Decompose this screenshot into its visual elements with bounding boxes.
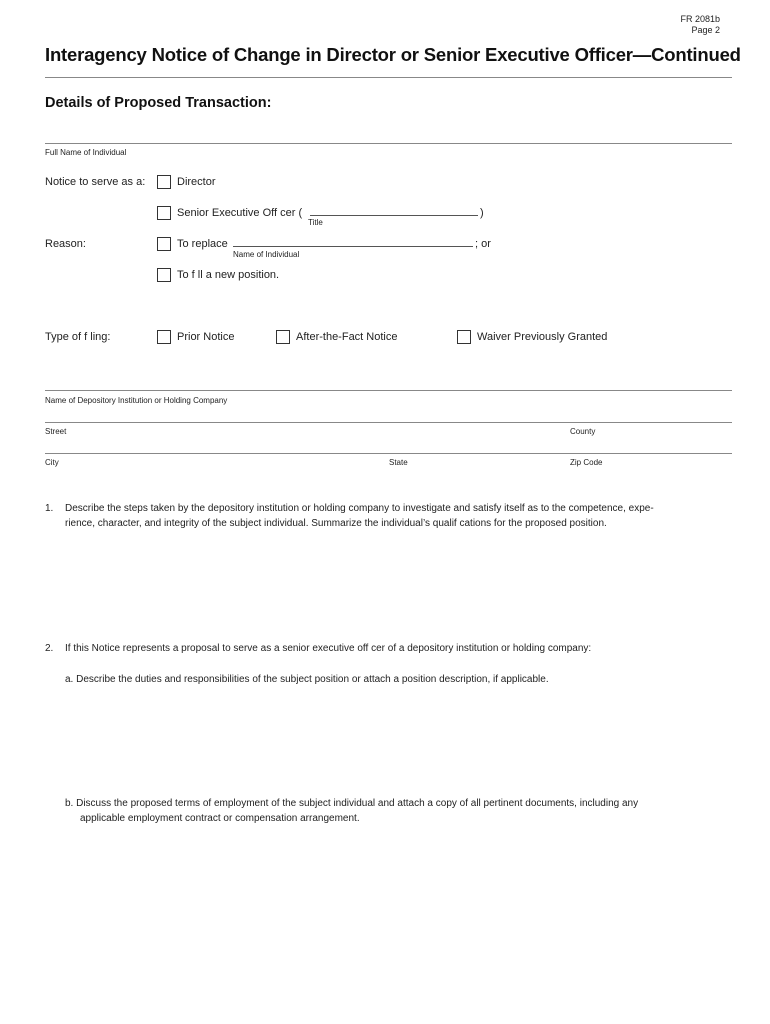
new-position-checkbox[interactable] xyxy=(157,268,171,282)
director-checkbox[interactable] xyxy=(157,175,171,189)
filing-label: Type of f ling: xyxy=(45,331,111,343)
street-label: Street xyxy=(45,427,67,436)
replace-checkbox[interactable] xyxy=(157,237,171,251)
q2-number: 2. xyxy=(45,643,54,654)
q1-line-2: rience, character, and integrity of the subject individual. Summarize the individual’s qualif cations for the proposed position. xyxy=(65,518,607,529)
full-name-label: Full Name of Individual xyxy=(45,148,127,157)
prior-notice-checkbox[interactable] xyxy=(157,330,171,344)
zip-label: Zip Code xyxy=(570,458,603,467)
waiver-checkbox[interactable] xyxy=(457,330,471,344)
seo-title-line[interactable] xyxy=(310,215,478,216)
q2-text: If this Notice represents a proposal to serve as a senior executive off cer of a depository institution or holding company: xyxy=(65,643,592,654)
seo-checkbox[interactable] xyxy=(157,206,171,220)
q2b-text xyxy=(65,796,638,826)
q1-line-1: Describe the steps taken by the depository institution or holding company to investigate and satisfy itself as to the competence, expe- xyxy=(65,503,654,514)
name-caption: Name of Individual xyxy=(233,250,300,259)
title-divider xyxy=(45,77,732,78)
seo-close-paren: ) xyxy=(480,207,484,219)
q1-number: 1. xyxy=(45,503,54,514)
institution-name-label: Name of Depository Institution or Holding Company xyxy=(45,396,228,405)
notice-label: Notice to serve as a: xyxy=(45,176,146,188)
q2b-line-1: b. Discuss the proposed terms of employment of the subject individual and attach a copy of all pertinent documents, including any xyxy=(65,798,639,809)
street-line[interactable] xyxy=(45,422,732,423)
waiver-label: Waiver Previously Granted xyxy=(477,331,608,343)
section-heading: Details of Proposed Transaction: xyxy=(45,95,272,111)
form-number-block xyxy=(680,14,720,36)
replace-suffix: ; or xyxy=(475,238,491,250)
q1-text xyxy=(65,501,735,531)
city-label: City xyxy=(45,458,59,467)
replace-name-line[interactable] xyxy=(233,246,473,247)
q2a-text: a. Describe the duties and responsibilities of the subject position or attach a position description, if applicable. xyxy=(65,674,549,685)
county-label: County xyxy=(570,427,596,436)
after-fact-label: After-the-Fact Notice xyxy=(296,331,398,343)
state-label: State xyxy=(389,458,408,467)
after-fact-checkbox[interactable] xyxy=(276,330,290,344)
director-label: Director xyxy=(177,176,216,188)
full-name-line[interactable] xyxy=(45,143,732,144)
seo-label: Senior Executive Off cer ( xyxy=(177,207,303,219)
page-title: Interagency Notice of Change in Director or Senior Executive Officer—Continued xyxy=(45,44,741,65)
page-number: Page 2 xyxy=(691,25,720,35)
prior-notice-label: Prior Notice xyxy=(177,331,235,343)
q2b-line-2: applicable employment contract or compensation arrangement. xyxy=(80,813,360,824)
reason-label: Reason: xyxy=(45,238,86,250)
title-caption: Title xyxy=(308,218,323,227)
new-position-label: To f ll a new position. xyxy=(177,269,280,281)
form-number: FR 2081b xyxy=(680,14,720,24)
city-line[interactable] xyxy=(45,453,732,454)
institution-name-line[interactable] xyxy=(45,390,732,391)
replace-label: To replace xyxy=(177,238,228,250)
